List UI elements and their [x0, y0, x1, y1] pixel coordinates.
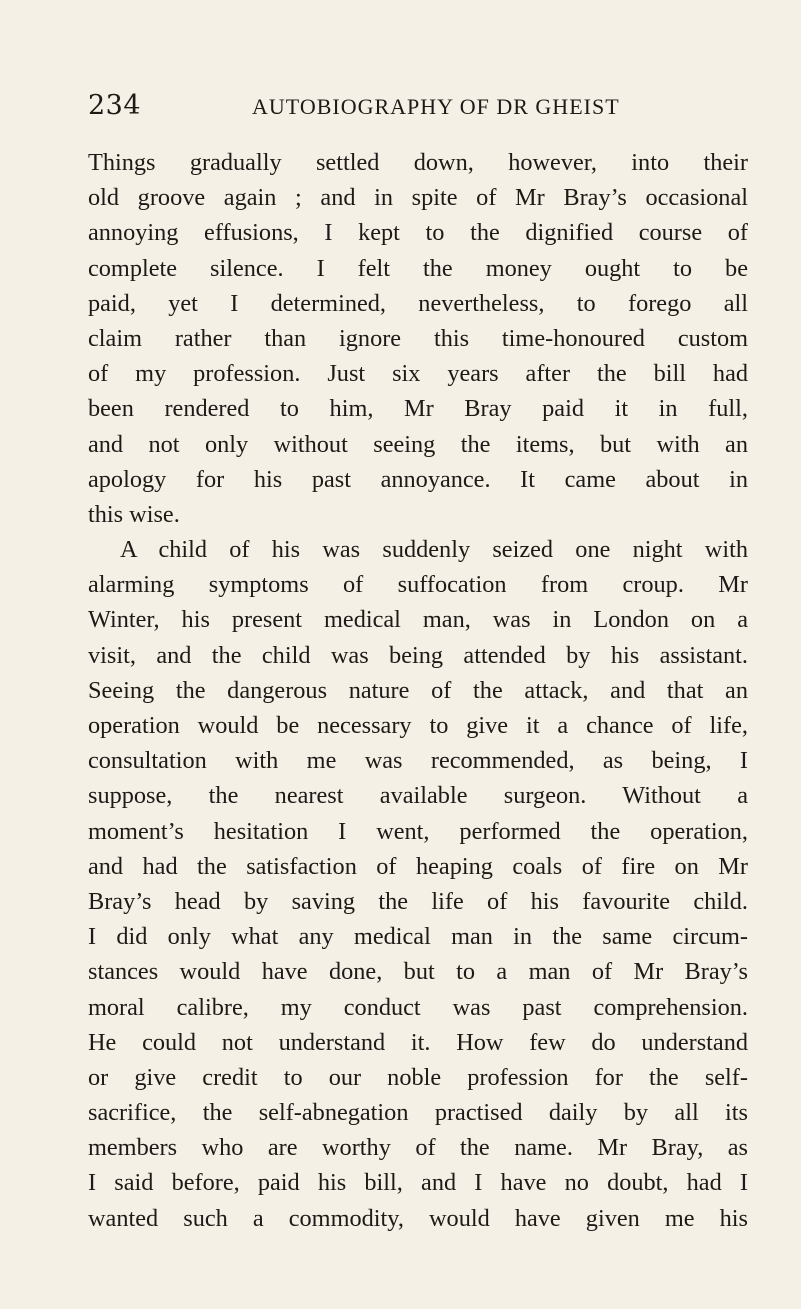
page-number: 234	[88, 90, 142, 121]
text-line: claim rather than ignore this time-honoured custom	[88, 324, 748, 352]
text-line: been rendered to him, Mr Bray paid it in full,	[88, 395, 748, 423]
text-line: or give credit to our noble profession for the self-	[88, 1063, 748, 1091]
text-line: He could not understand it. How few do understand	[88, 1028, 748, 1056]
text-line: visit, and the child was being attended by his assistant.	[88, 641, 748, 669]
text-line: I did only what any medical man in the same circum-	[88, 923, 748, 951]
text-line: suppose, the nearest available surgeon. Without a	[88, 782, 748, 810]
text-line: members who are worthy of the name. Mr Bray, as	[88, 1134, 748, 1162]
text-line: annoying effusions, I kept to the dignified course of	[88, 219, 748, 247]
text-line: Seeing the dangerous nature of the attack, and that an	[88, 676, 748, 704]
text-line: of my profession. Just six years after the bill had	[88, 360, 748, 388]
text-line: A child of his was suddenly seized one night with	[120, 536, 748, 564]
text-line: operation would be necessary to give it a chance of life,	[88, 712, 748, 739]
text-line: Things gradually settled down, however, into their	[88, 149, 748, 176]
page-header	[88, 92, 748, 120]
text-line: old groove again ; and in spite of Mr Bray’s occasional	[88, 184, 748, 212]
text-line: and not only without seeing the items, but with an	[88, 430, 748, 458]
body-text	[88, 145, 748, 1236]
text-line: this wise.	[88, 500, 180, 528]
text-line: Winter, his present medical man, was in London on a	[88, 606, 748, 634]
text-line: apology for his past annoyance. It came about in	[88, 465, 748, 493]
running-title: AUTOBIOGRAPHY OF DR GHEIST	[252, 94, 620, 119]
text-line: sacrifice, the self-abnegation practised daily by all its	[88, 1099, 748, 1127]
text-line: wanted such a commodity, would have given me his	[88, 1204, 748, 1232]
text-line: alarming symptoms of suffocation from croup. Mr	[88, 571, 748, 599]
text-line: Bray’s head by saving the life of his favourite child.	[88, 887, 748, 915]
text-line: paid, yet I determined, nevertheless, to forego all	[88, 289, 748, 317]
text-line: moral calibre, my conduct was past comprehension.	[88, 993, 748, 1021]
text-line: moment’s hesitation I went, performed the operation,	[88, 817, 748, 845]
text-line: consultation with me was recommended, as being, I	[88, 747, 748, 775]
text-line: I said before, paid his bill, and I have no doubt, had I	[88, 1169, 748, 1197]
text-line: and had the satisfaction of heaping coals of fire on Mr	[88, 852, 748, 880]
text-line: complete silence. I felt the money ought to be	[88, 254, 748, 282]
text-line: stances would have done, but to a man of Mr Bray’s	[88, 958, 748, 986]
